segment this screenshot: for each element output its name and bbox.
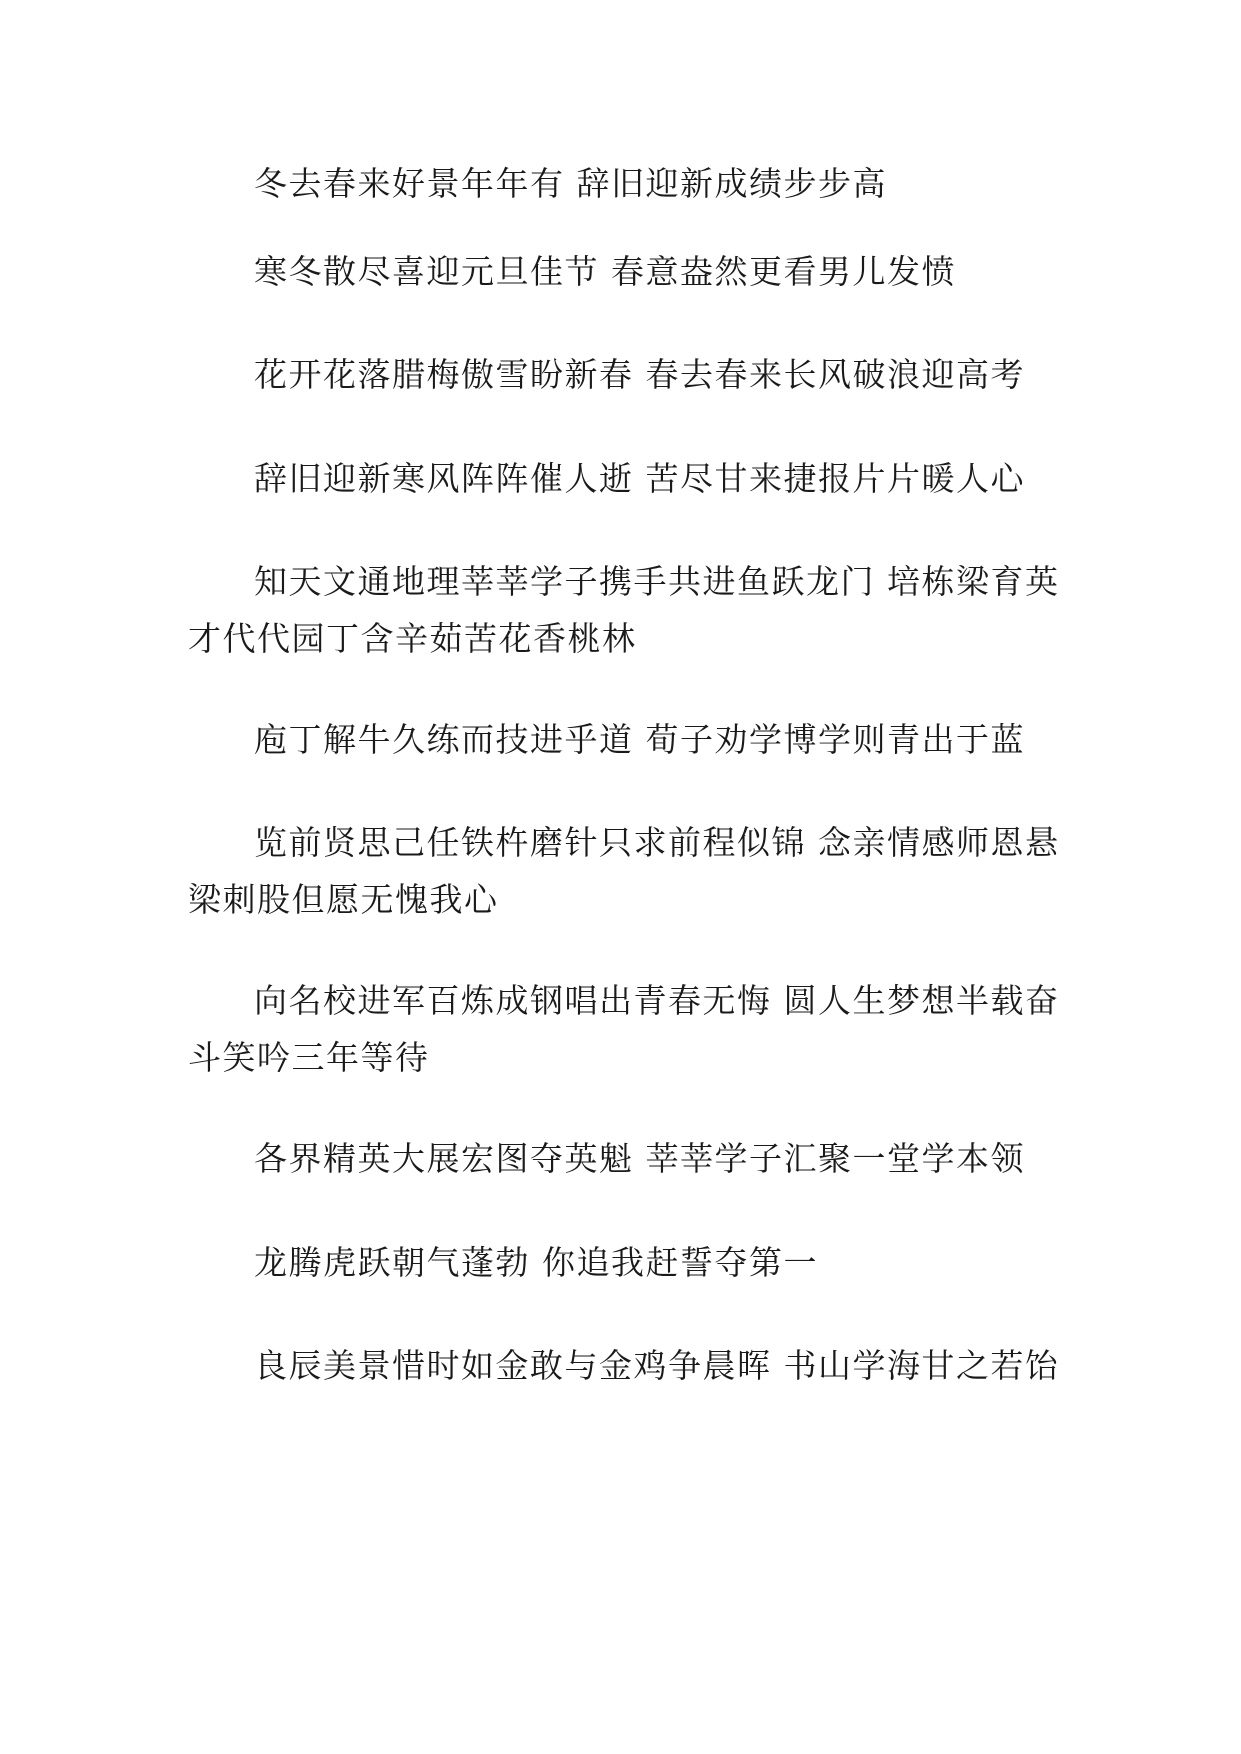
paragraph-4: 辞旧迎新寒风阵阵催人逝 苦尽甘来捷报片片暖人心 <box>254 459 1025 498</box>
paragraph-5: 知天文通地理莘莘学子携手共进鱼跃龙门 培栋梁育英才代代园丁含辛茹苦花香桃林 <box>188 562 1060 658</box>
paragraph-3: 花开花落腊梅傲雪盼新春 春去春来长风破浪迎高考 <box>254 355 1025 394</box>
paragraph-11: 良辰美景惜时如金敢与金鸡争晨晖 书山学海甘之若饴 <box>254 1346 1060 1385</box>
paragraph-1: 冬去春来好景年年有 辞旧迎新成绩步步高 <box>254 164 887 203</box>
paragraph-6: 庖丁解牛久练而技进乎道 荀子劝学博学则青出于蓝 <box>254 720 1025 759</box>
paragraph-9: 各界精英大展宏图夺英魁 莘莘学子汇聚一堂学本领 <box>254 1139 1025 1178</box>
paragraph-8: 向名校进军百炼成钢唱出青春无悔 圆人生梦想半载奋斗笑吟三年等待 <box>188 981 1060 1077</box>
paragraph-10: 龙腾虎跃朝气蓬勃 你追我赶誓夺第一 <box>254 1243 818 1282</box>
paragraph-2: 寒冬散尽喜迎元旦佳节 春意盎然更看男儿发愤 <box>254 252 956 291</box>
paragraph-7: 览前贤思己任铁杵磨针只求前程似锦 念亲情感师恩悬梁刺股但愿无愧我心 <box>188 823 1060 919</box>
